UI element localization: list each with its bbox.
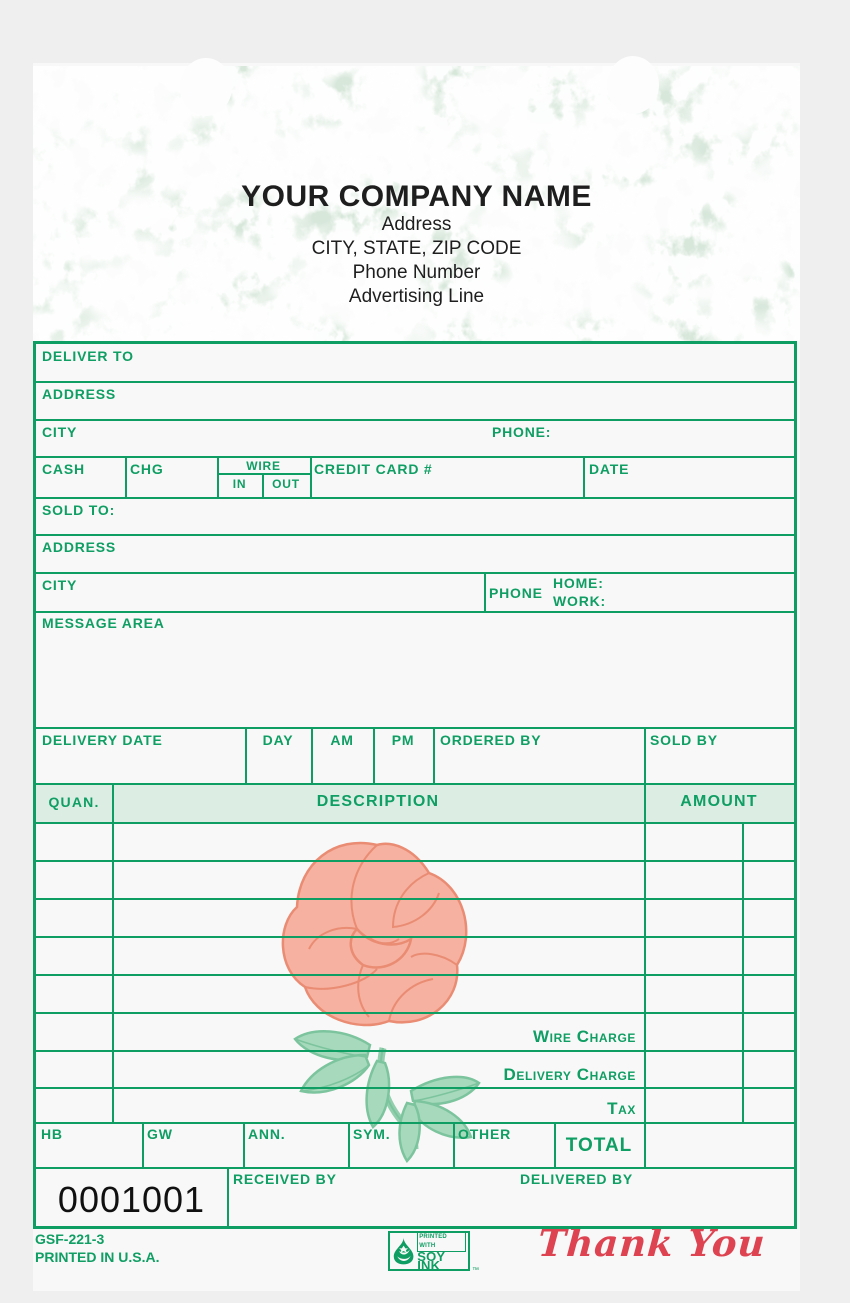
grid-line xyxy=(36,611,794,613)
company-header xyxy=(33,181,800,309)
soy-trademark: ™ xyxy=(472,1267,479,1274)
quan-header: QUAN. xyxy=(48,794,100,810)
form-number: 0001001 xyxy=(57,1179,206,1220)
delivery-date-label: DELIVERY DATE xyxy=(42,732,163,748)
soy-drop-icon xyxy=(392,1235,415,1267)
form-code-block xyxy=(35,1230,159,1266)
company-city-state-zip: CITY, STATE, ZIP CODE xyxy=(311,238,522,259)
phone-home-label: HOME: xyxy=(553,575,604,591)
deliver-to-label: DELIVER TO xyxy=(42,348,134,364)
grid-line xyxy=(36,534,794,536)
grid-line xyxy=(348,1122,350,1167)
grid-line xyxy=(36,727,794,729)
credit-card-label: CREDIT CARD # xyxy=(314,461,433,477)
grid-line xyxy=(36,974,794,976)
grid-line xyxy=(142,1122,144,1167)
total-label: TOTAL xyxy=(565,1135,633,1156)
amount-header: AMOUNT xyxy=(680,793,758,810)
grid-line xyxy=(36,936,794,938)
ordered-by-label: ORDERED BY xyxy=(440,732,542,748)
grid-line xyxy=(36,1167,794,1169)
punch-hole-right xyxy=(607,56,659,114)
grid-line xyxy=(227,1167,229,1226)
grid-line xyxy=(583,456,585,497)
grid-line xyxy=(36,381,794,383)
cash-label: CASH xyxy=(42,461,85,477)
deliver-city-label: CITY xyxy=(42,424,78,440)
grid-line xyxy=(36,572,794,574)
grid-line xyxy=(36,1050,794,1052)
sold-address-label: ADDRESS xyxy=(42,539,117,555)
company-address: Address xyxy=(381,214,452,235)
grid-line xyxy=(36,1087,794,1089)
grid-line xyxy=(742,822,744,1122)
grid-line xyxy=(36,898,794,900)
day-label: DAY xyxy=(262,732,294,748)
grid-line xyxy=(36,860,794,862)
wire-out-label: OUT xyxy=(272,477,300,491)
thank-you-script: Thank You xyxy=(536,1221,768,1265)
soy-printed-with: PRINTED WITH xyxy=(417,1232,466,1252)
company-advertising-line: Advertising Line xyxy=(348,286,485,307)
received-by-label: RECEIVED BY xyxy=(233,1171,337,1187)
order-form-sheet xyxy=(33,63,800,1291)
ann-label: ANN. xyxy=(248,1126,286,1142)
form-code: GSF-221-3 xyxy=(35,1231,105,1247)
grid-line xyxy=(36,456,794,458)
grid-line xyxy=(36,1122,794,1124)
deliver-phone-label: PHONE: xyxy=(492,424,552,440)
wire-charge-label: Wire Charge xyxy=(533,1027,636,1046)
other-label: OTHER xyxy=(458,1126,511,1142)
sold-city-label: CITY xyxy=(42,577,78,593)
date-label: DATE xyxy=(589,461,630,477)
deliver-address-label: ADDRESS xyxy=(42,386,117,402)
soy-ink-logo xyxy=(388,1231,470,1271)
grid-line xyxy=(453,1122,455,1167)
grid-line xyxy=(125,456,127,497)
delivery-charge-label: Delivery Charge xyxy=(503,1065,636,1084)
soy-ink-text: SOY INK xyxy=(417,1249,446,1273)
hb-label: HB xyxy=(41,1126,63,1142)
delivered-by-label: DELIVERED BY xyxy=(520,1171,634,1187)
message-area-label: MESSAGE AREA xyxy=(42,615,165,631)
grid-line xyxy=(36,822,794,824)
grid-line xyxy=(310,456,312,497)
grid-line xyxy=(36,1012,794,1014)
gw-label: GW xyxy=(147,1126,173,1142)
printed-in-usa: PRINTED IN U.S.A. xyxy=(35,1249,160,1265)
grid-line xyxy=(433,727,435,783)
company-phone: Phone Number xyxy=(352,262,481,283)
grid-line xyxy=(36,497,794,499)
grid-line xyxy=(243,1122,245,1167)
sold-phone-label: PHONE xyxy=(489,585,543,601)
pm-label: PM xyxy=(391,732,415,748)
sold-to-label: SOLD TO: xyxy=(42,502,116,518)
description-header: DESCRIPTION xyxy=(316,793,440,810)
am-label: AM xyxy=(330,732,354,748)
wire-label: WIRE xyxy=(246,459,281,473)
company-name: YOUR COMPANY NAME xyxy=(241,180,592,213)
grid-line xyxy=(484,572,486,611)
sold-by-label: SOLD BY xyxy=(650,732,718,748)
order-form-table xyxy=(33,341,797,1229)
grid-line xyxy=(36,419,794,421)
grid-line xyxy=(36,783,794,785)
phone-work-label: WORK: xyxy=(553,593,606,609)
punch-hole-left xyxy=(180,58,232,116)
tax-label: Tax xyxy=(607,1099,636,1118)
sym-label: SYM. xyxy=(353,1126,391,1142)
grid-line xyxy=(112,783,114,1122)
wire-in-label: IN xyxy=(232,477,247,491)
chg-label: CHG xyxy=(130,461,164,477)
